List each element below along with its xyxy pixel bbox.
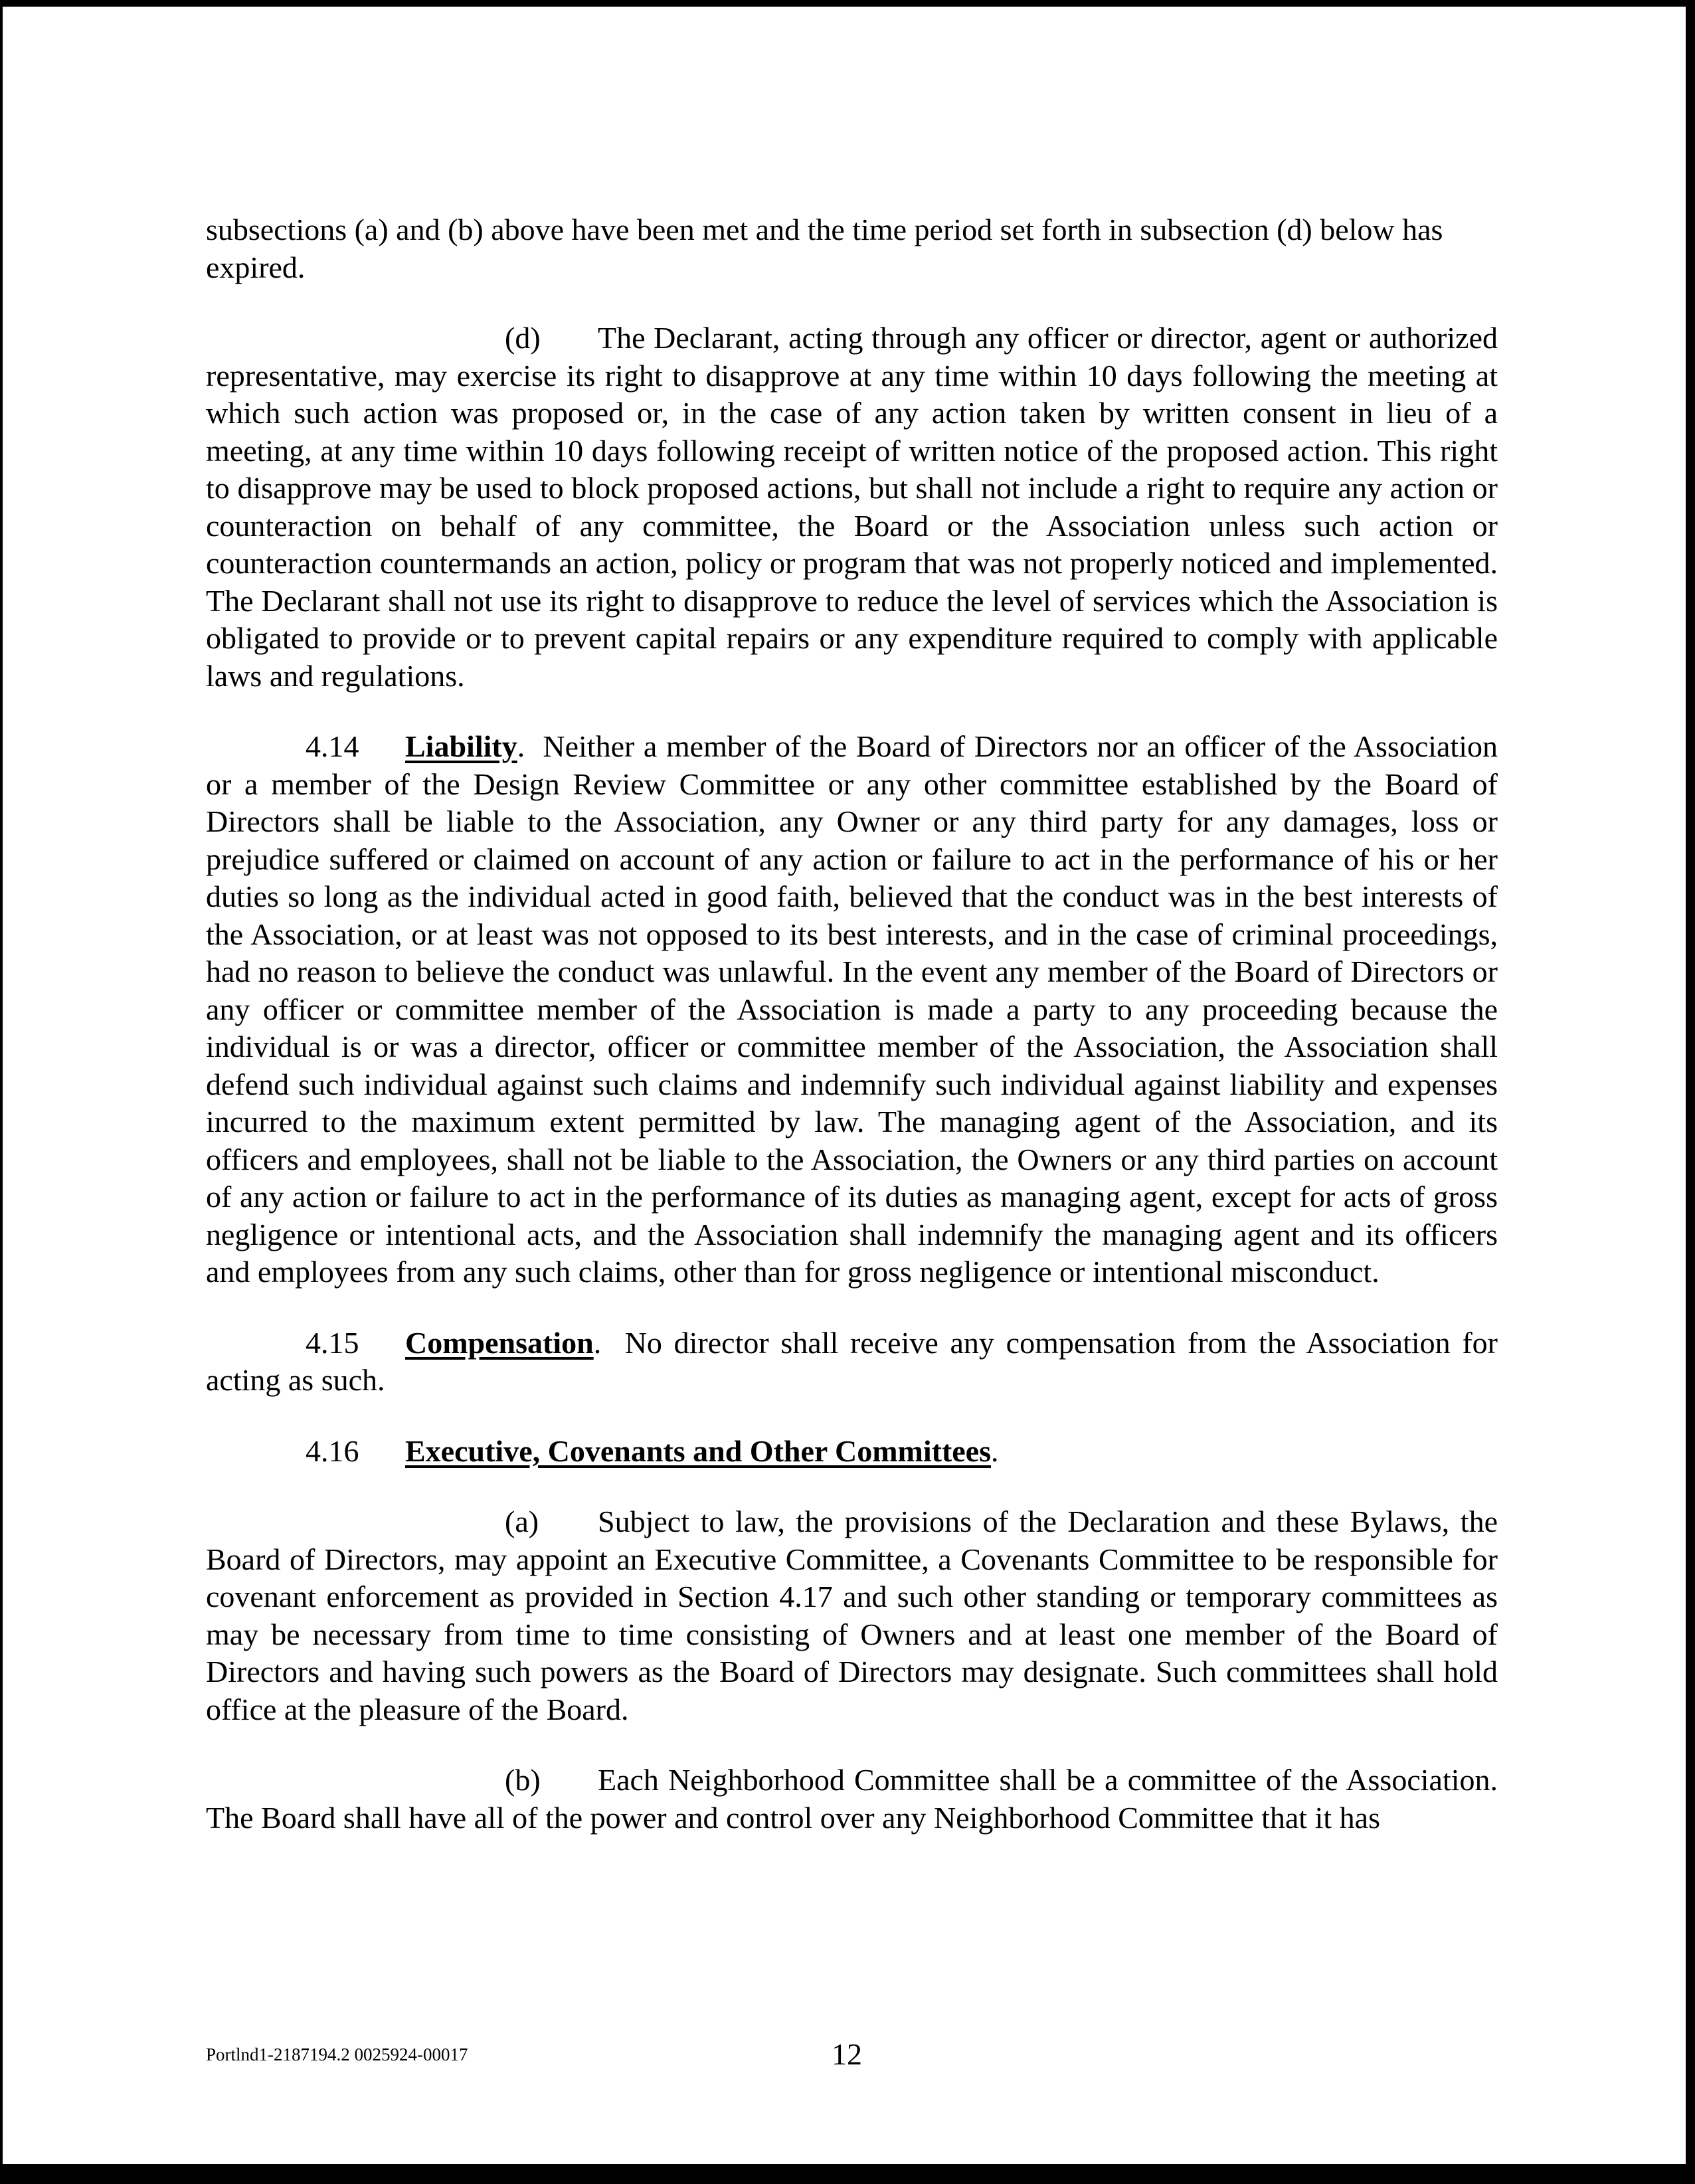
section-4-16-b-paragraph xyxy=(206,1762,1498,1837)
section-4-15-number: 4.15 xyxy=(306,1325,359,1360)
subsection-d-text: The Declarant, acting through any officer or director, agent or authorized representative, may exercise its right to disapprove at any time within 10 days following the meeting at which such action was proposed or, in the case of any action taken by written consent in lieu of a meeting, at any time within 10 days following receipt of written notice of the proposed action. This right to disapprove may be used to block proposed actions, but shall not include a right to require any action or counteraction on behalf of any committee, the Board or the Association unless such action or counteraction countermands an action, policy or program that was not properly noticed and implemented. The Declarant shall not use its right to disapprove to reduce the level of services which the Association is obligated to provide or to prevent capital repairs or any expenditure required to comply with applicable laws and regulations. xyxy=(206,321,1498,693)
document-body xyxy=(206,211,1498,1837)
subsection-d-label: (d) xyxy=(505,321,541,355)
continuation-paragraph: subsections (a) and (b) above have been met and the time period set forth in subsection (d) below has expired. xyxy=(206,213,1443,284)
section-4-16-a-label: (a) xyxy=(505,1504,539,1538)
section-4-16-b-text: Each Neighborhood Committee shall be a committee of the Association. The Board shall have all of the power and control over any Neighborhood Committee that it has xyxy=(206,1763,1498,1835)
scan-border-bottom xyxy=(0,2164,1695,2184)
section-4-14-punct: . xyxy=(517,729,525,763)
scan-border-left xyxy=(0,0,3,2184)
section-4-15-text: No director shall receive any compensation from the Association for acting as such. xyxy=(206,1325,1498,1397)
subsection-d-paragraph xyxy=(206,319,1498,695)
section-4-15-paragraph xyxy=(206,1324,1498,1400)
section-4-14-text: Neither a member of the Board of Directors nor an officer of the Association or a member of the Design Review Committee or any other committee established by the Board of Directors shall be liable to the Association, any Owner or any third party for any damages, loss or prejudice suffered or claimed on account of any action or failure to act in the performance of his or her duties so long as the individual acted in good faith, believed that the conduct was in the best interests of the Association, or at least was not opposed to its best interests, and in the case of criminal proceedings, had no reason to believe the conduct was unlawful. In the event any member of the Board of Directors or any officer or committee member of the Association is made a party to any proceeding because the individual is or was a director, officer or committee member of the Association, the Association shall defend such individual against such claims and indemnify such individual against liability and expenses incurred to the maximum extent permitted by law. The managing agent of the Association, and its officers and employees, shall not be liable to the Association, the Owners or any third parties on account of any action or failure to act in the performance of its duties as managing agent, except for acts of gross negligence or intentional acts, and the Association shall indemnify the managing agent and its officers and employees from any such claims, other than for gross negligence or intentional misconduct. xyxy=(206,729,1498,1289)
section-4-16-heading: Executive, Covenants and Other Committees xyxy=(405,1433,991,1468)
section-4-16-heading-paragraph xyxy=(206,1433,1498,1471)
section-4-14-number: 4.14 xyxy=(306,729,359,763)
scan-border-right xyxy=(1686,0,1695,2184)
section-4-14-heading: Liability xyxy=(405,729,517,763)
scan-border-top xyxy=(0,0,1695,7)
section-4-16-b-label: (b) xyxy=(505,1763,541,1797)
section-4-14-paragraph xyxy=(206,728,1498,1291)
section-4-16-number: 4.16 xyxy=(306,1433,359,1468)
footer-document-id: Portlnd1-2187194.2 0025924-00017 xyxy=(206,2045,468,2064)
section-4-16-punct: . xyxy=(991,1433,999,1468)
section-4-16-a-text: Subject to law, the provisions of the Declaration and these Bylaws, the Board of Directors, may appoint an Executive Committee, a Covenants Committee to be responsible for covenant enforcement as provided in Section 4.17 and such other standing or temporary committees as may be necessary from time to time consisting of Owners and at least one member of the Board of Directors and having such powers as the Board of Directors may designate. Such committees shall hold office at the pleasure of the Board. xyxy=(206,1504,1498,1726)
section-4-15-heading: Compensation xyxy=(405,1325,594,1360)
page-number: 12 xyxy=(832,2037,862,2071)
section-4-15-punct: . xyxy=(593,1325,602,1360)
section-4-16-a-paragraph xyxy=(206,1503,1498,1728)
